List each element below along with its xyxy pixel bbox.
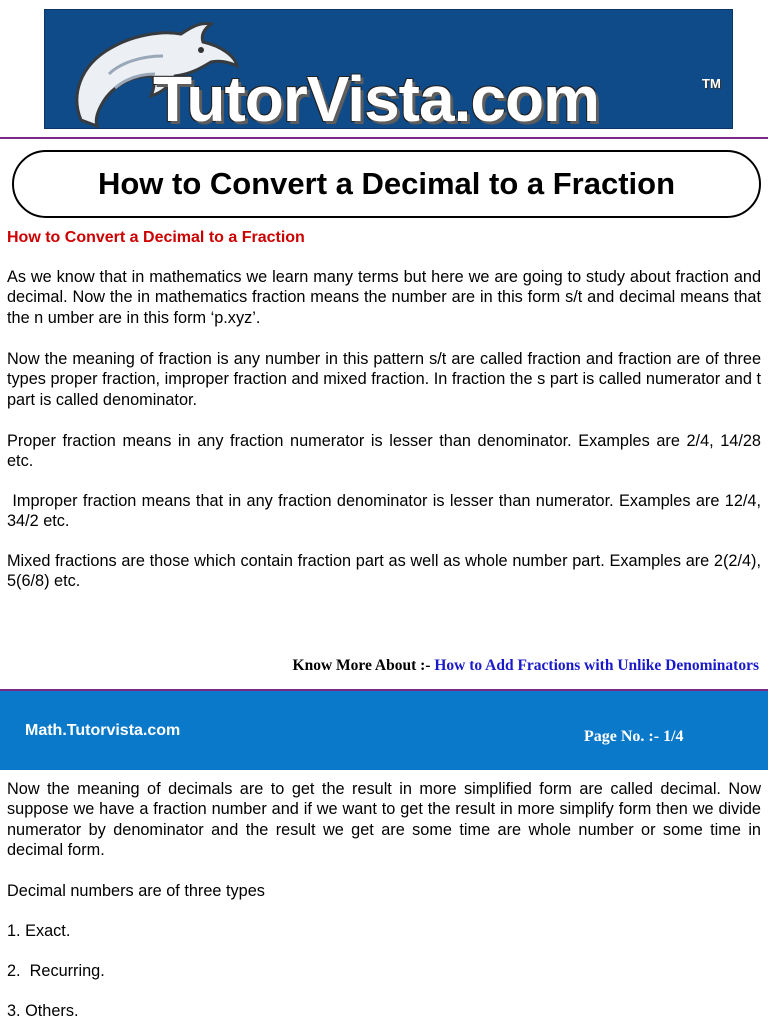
page-title-box	[12, 150, 761, 218]
list-item-others: 3. Others.	[7, 1002, 79, 1020]
page-title: How to Convert a Decimal to a Fraction	[97, 166, 676, 201]
know-more-label: Know More About :-	[292, 657, 431, 674]
paragraph-intro: As we know that in mathematics we learn many terms but here we are going to study about fraction and decimal. Now the in mathematics fraction means the number are in this form s/t and decimal means that the n umber are in this form ‘p.xyz’.	[7, 268, 761, 327]
section-heading: How to Convert a Decimal to a Fraction	[7, 229, 305, 246]
paragraph-proper-fraction: Proper fraction means in any fraction numerator is lesser than denominator. Examples are 2/4, 14/28 etc.	[7, 432, 761, 471]
page-footer	[0, 691, 768, 770]
know-more-link[interactable]: How to Add Fractions with Unlike Denominators	[434, 657, 759, 674]
paragraph-mixed-fraction: Mixed fractions are those which contain fraction part as well as whole number part. Examples are 2(2/4), 5(6/8) etc.	[7, 552, 761, 591]
paragraph-decimal-meaning: Now the meaning of decimals are to get the result in more simplified form are called decimal. Now suppose we have a fraction number and if we want to get the result in more simplify form then we divide numerator by denominator and the result we get are some time are whole number or some time in decimal form.	[7, 780, 761, 859]
trademark-mark: TM	[702, 76, 721, 91]
page-number: Page No. :- 1/4	[584, 728, 684, 745]
paragraph-fraction-types: Now the meaning of fraction is any number in this pattern s/t are called fraction and fraction are of three types proper fraction, improper fraction and mixed fraction. In fraction the s part is called numerator and t part is called denominator.	[7, 350, 761, 409]
paragraph-improper-fraction: Improper fraction means that in any fraction denominator is lesser than numerator. Examples are 12/4, 34/2 etc.	[7, 492, 766, 531]
logo-wordmark: TutorVista.com	[153, 63, 599, 129]
header-divider	[0, 137, 768, 139]
paragraph-decimal-types: Decimal numbers are of three types	[7, 882, 265, 900]
know-more-line	[293, 657, 759, 675]
list-item-exact: 1. Exact.	[7, 922, 71, 940]
tutorvista-logo-banner[interactable]	[44, 9, 733, 129]
footer-site-link[interactable]: Math.Tutorvista.com	[25, 722, 181, 739]
list-item-recurring: 2. Recurring.	[7, 962, 105, 980]
